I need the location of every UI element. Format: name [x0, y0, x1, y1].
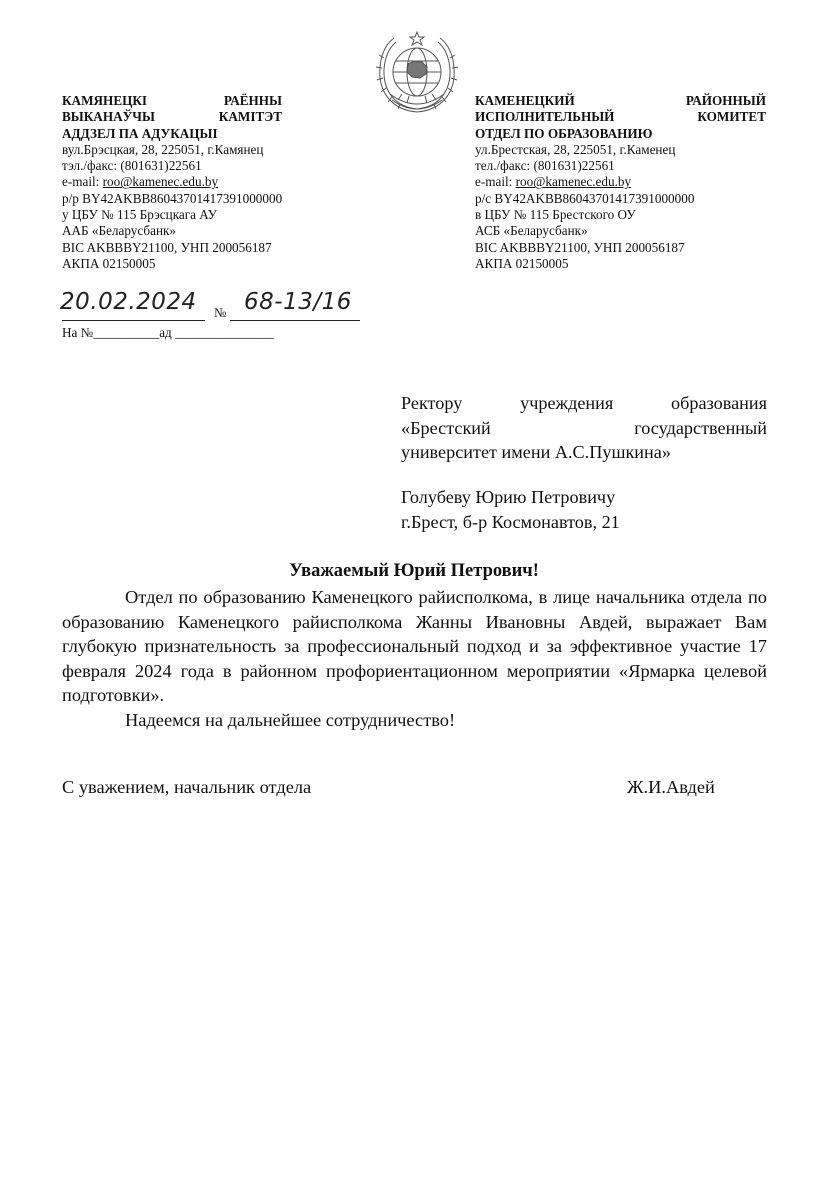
email-label: e-mail:: [62, 174, 103, 190]
signature-name: Ж.И.Авдей: [627, 777, 715, 797]
addressee-line: университет имени А.С.Пушкина»: [401, 442, 671, 462]
letterhead-title-line: КАМЯНЕЦКІ РАЁННЫ: [62, 93, 282, 108]
letterhead-title-line: ВЫКАНАЎЧЫ КАМІТЭТ: [62, 109, 282, 125]
letterhead-bank-branch: у ЦБУ № 115 Брэсцкага АУ: [62, 207, 218, 223]
addressee-line: Ректору учреждения образования: [401, 393, 767, 413]
signature-position: С уважением, начальник отдела: [62, 777, 312, 797]
letterhead-address: ул.Брестская, 28, 225051, г.Каменец: [475, 141, 676, 157]
letterhead-title-line: АДДЗЕЛ ПА АДУКАЦЫІ: [62, 125, 218, 141]
body-paragraph: Надеемся на дальнейшее сотрудничество!: [125, 709, 456, 730]
handwritten-number: 68-13/16: [244, 289, 352, 315]
letterhead-belarusian: [62, 93, 282, 272]
letterhead-address: вул.Брэсцкая, 28, 225051, г.Камянец: [62, 141, 264, 157]
body-paragraph: Отдел по образованию Каменецкого райисполкома, в лице начальника отдела по образованию Каменецкого райисполкома Жанны Ивановны Авдей, выражает Вам глубокую признательность за профессиональный подход и за эффективное участие 17 февраля 2024 года в районном профориентационном мероприятии «Ярмарка целевой подготовки».: [62, 587, 767, 706]
letterhead-account: р/с BY42AKBB86043701417391000000: [475, 190, 695, 206]
state-emblem-icon: [372, 28, 462, 116]
letterhead-bic: BIC AKBBBY21100, УНП 200056187: [62, 239, 272, 255]
email-link[interactable]: roo@kamenec.edu.by: [515, 174, 632, 190]
addressee-name-block: [401, 485, 767, 534]
letter-body: [62, 585, 767, 733]
letterhead-okpo: АКПА 02150005: [62, 255, 156, 271]
email-label: e-mail:: [475, 174, 516, 190]
letterhead-title-line: ОТДЕЛ ПО ОБРАЗОВАНИЮ: [475, 125, 653, 141]
letterhead-title-line: ИСПОЛНИТЕЛЬНЫЙ КОМИТЕТ: [475, 109, 766, 125]
letterhead-okpo: АКПА 02150005: [475, 255, 569, 271]
number-sign: №: [214, 305, 227, 320]
letterhead-phone: тел./факс: (801631)22561: [475, 158, 615, 174]
addressee-address: г.Брест, б-р Космонавтов, 21: [401, 511, 620, 532]
letterhead-bank-branch: в ЦБУ № 115 Брестского ОУ: [475, 207, 636, 223]
email-link[interactable]: roo@kamenec.edu.by: [102, 174, 219, 190]
greeting: Уважаемый Юрий Петрович!: [289, 561, 539, 581]
letterhead-bic: BIC AKBBBY21100, УНП 200056187: [475, 239, 685, 255]
addressee-block: [401, 391, 767, 465]
date-underline: [62, 320, 205, 321]
letterhead-russian: [475, 93, 766, 272]
handwritten-date: 20.02.2024: [60, 289, 197, 315]
letterhead-bank: АСБ «Беларусбанк»: [475, 223, 588, 239]
letterhead-account: р/р BY42AKBB86043701417391000000: [62, 190, 283, 206]
letterhead-bank: ААБ «Беларусбанк»: [62, 223, 177, 239]
letterhead-email-row: [475, 174, 766, 190]
letterhead-phone: тэл./факс: (801631)22561: [62, 158, 202, 174]
addressee-name: Голубеву Юрию Петровичу: [401, 487, 616, 507]
letterhead-title-line: КАМЕНЕЦКИЙ РАЙОННЫЙ: [475, 93, 766, 108]
number-underline: [230, 320, 360, 321]
addressee-line: «Брестский государственный: [401, 417, 767, 438]
letterhead-email-row: [62, 174, 282, 190]
reference-line: На №__________ад _______________: [62, 325, 274, 340]
